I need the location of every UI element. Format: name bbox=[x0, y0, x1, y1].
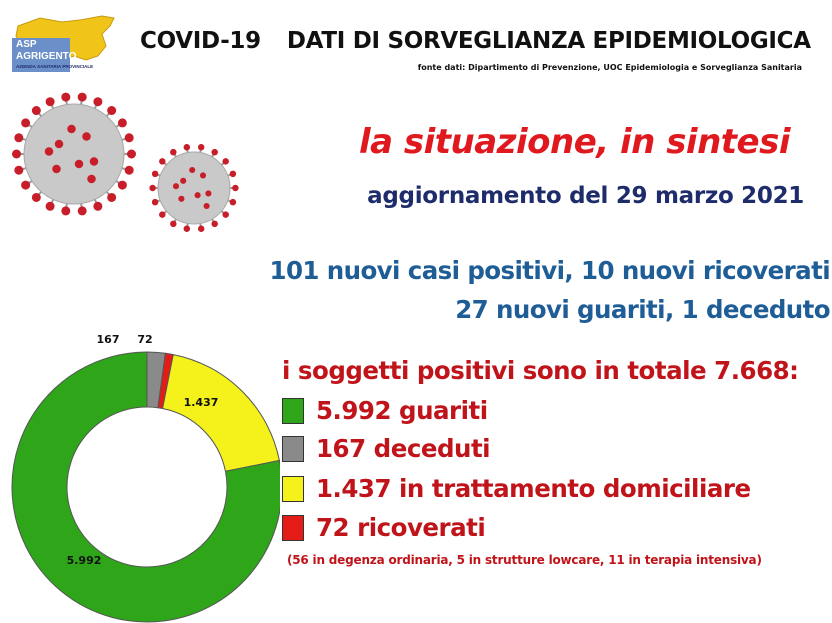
legend-label-ricoverati: 72 ricoverati bbox=[316, 513, 486, 542]
total-positives: i soggetti positivi sono in totale 7.668: bbox=[282, 356, 799, 385]
page-title bbox=[140, 28, 811, 54]
legend-swatch-green bbox=[282, 398, 304, 424]
ricoverati-detail-note: (56 in degenza ordinaria, 5 in strutture lowcare, 11 in terapia intensiva) bbox=[287, 553, 762, 567]
logo-text-asp: ASP bbox=[16, 39, 37, 50]
donut-label-deceduti: 167 bbox=[96, 333, 120, 346]
news-line-1: 101 nuovi casi positivi, 10 nuovi ricoverati bbox=[269, 256, 830, 285]
update-date: aggiornamento del 29 marzo 2021 bbox=[367, 183, 804, 209]
legend-item-domiciliare bbox=[282, 474, 751, 503]
logo-text-subtitle: AZIENDA SANITARIA PROVINCIALE bbox=[16, 64, 94, 69]
legend-item-ricoverati bbox=[282, 513, 485, 542]
title-dati: DATI DI SORVEGLIANZA EPIDEMIOLOGICA bbox=[286, 28, 811, 54]
virus-icon-small bbox=[146, 144, 244, 236]
summary-heading: la situazione, in sintesi bbox=[358, 122, 790, 162]
donut-slice-in-trattamento-domiciliare bbox=[163, 355, 280, 472]
logo-text-agrigento: AGRIGENTO bbox=[16, 51, 77, 62]
legend-swatch-yellow bbox=[282, 476, 304, 502]
donut-label-in-trattamento-domiciliare: 1.437 bbox=[183, 396, 219, 409]
title-covid: COVID-19 bbox=[140, 28, 261, 54]
legend-swatch-gray bbox=[282, 436, 304, 462]
legend-swatch-red bbox=[282, 515, 304, 541]
legend-label-deceduti: 167 deceduti bbox=[316, 434, 491, 463]
legend-item-deceduti bbox=[282, 434, 490, 463]
virus-icon-large bbox=[6, 92, 146, 220]
news-line-2: 27 nuovi guariti, 1 deceduto bbox=[455, 295, 830, 324]
legend-item-guariti bbox=[282, 396, 488, 425]
legend-label-domiciliare: 1.437 in trattamento domiciliare bbox=[316, 474, 751, 503]
donut-label-guariti: 5.992 bbox=[66, 554, 102, 567]
legend-label-guariti: 5.992 guariti bbox=[316, 396, 488, 425]
donut-label-ricoverati: 72 bbox=[137, 333, 153, 346]
data-source: fonte dati: Dipartimento di Prevenzione, UOC Epidemiologia e Sorveglianza Sanitaria bbox=[417, 63, 802, 72]
donut-chart bbox=[0, 320, 280, 623]
